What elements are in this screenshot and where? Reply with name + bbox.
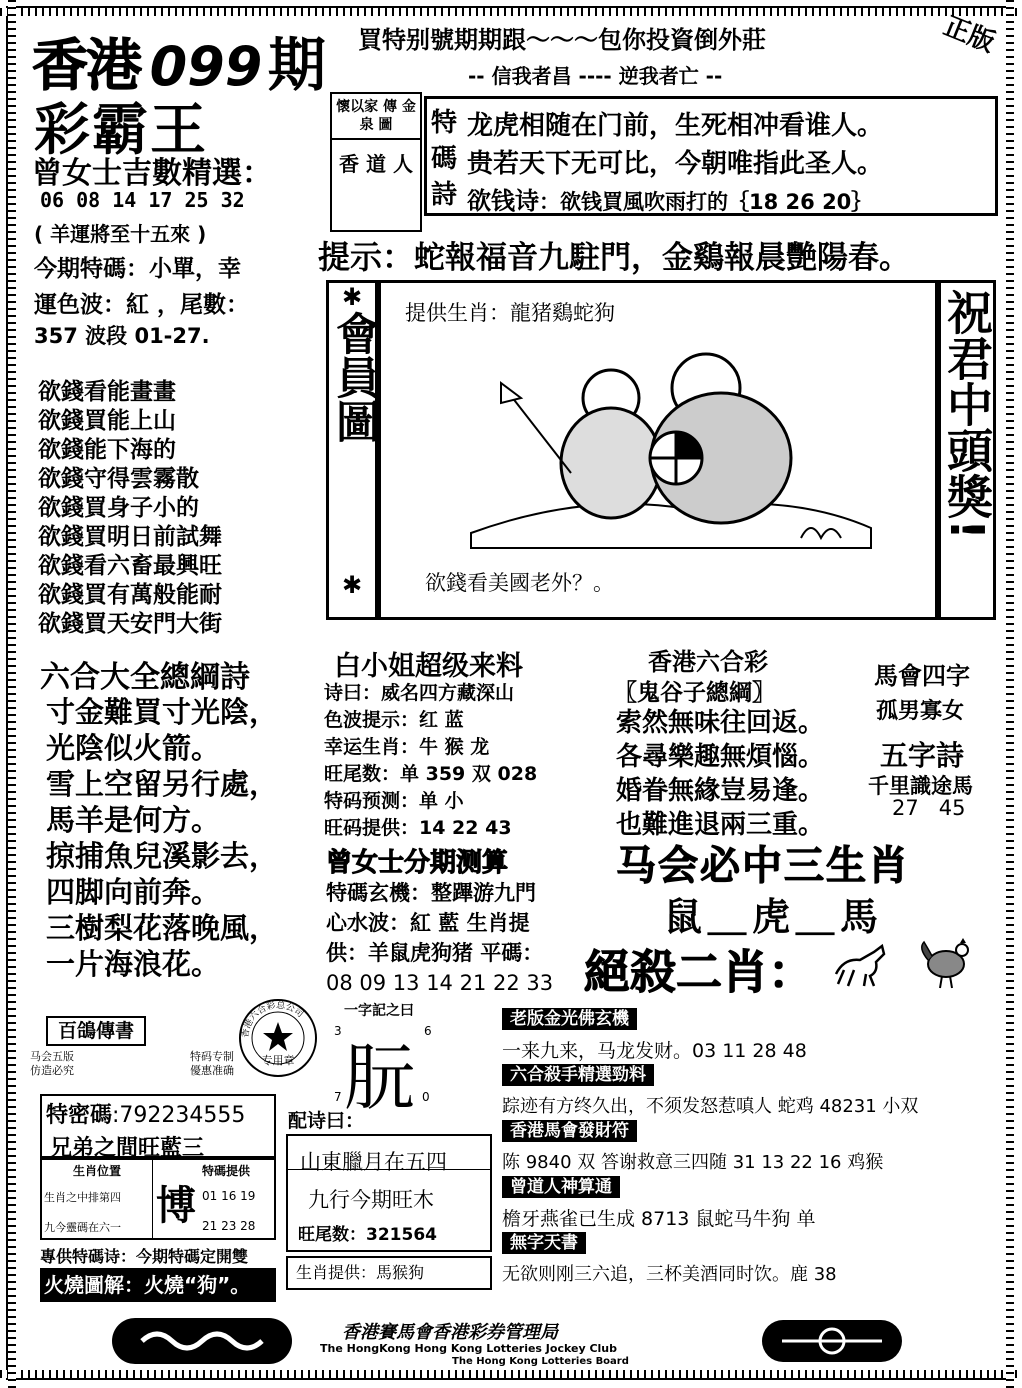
- right-list-text: 一来九来，马龙发财。03 11 28 48: [502, 1040, 807, 1062]
- stamp-note-left: [30, 1050, 74, 1078]
- poem-line1: 龙虎相随在门前，生死相冲看谁人。: [467, 111, 884, 141]
- want-money-item: 欲錢買身子小的: [38, 495, 199, 521]
- big-poem-line: 雪上空留另行處，: [46, 767, 279, 801]
- footer-logo-right: [762, 1320, 902, 1362]
- good-luck-box: [938, 280, 996, 620]
- special-poem-line: 專供特碼诗：今期特碼定開雙: [40, 1247, 249, 1266]
- badge-top: 懷以家 傳 金 泉 圖: [332, 94, 420, 140]
- right-list-item: [502, 1232, 1002, 1288]
- horse-four-text: 孤男寡女: [876, 699, 965, 724]
- right-list-item: [502, 1176, 1002, 1232]
- rooster-icon: [916, 934, 976, 990]
- poem-label: [431, 105, 461, 213]
- horse-four-title: 馬會四字: [874, 662, 970, 690]
- position-col: [42, 1160, 153, 1238]
- right-list-bar: 曾道人神算通: [502, 1176, 620, 1198]
- one-word-title: 一字記之曰: [344, 1003, 414, 1019]
- poem-line3: [467, 181, 872, 216]
- bo-char: 博: [156, 1183, 196, 1229]
- want-money-item: 欲錢買天安門大街: [38, 611, 222, 637]
- good-luck-title: 祝君中頭獎!: [940, 289, 994, 540]
- want-money-item: 欲錢買能上山: [38, 408, 176, 434]
- five-char-nums: 27 45: [892, 796, 966, 820]
- poem-line3-text: ：欲钱買風吹雨打的｛18 26 20｝: [539, 190, 873, 214]
- lucky-note: ( 羊運將至十五來 ): [34, 222, 207, 246]
- lucky-line2: 運色波：紅 ，尾數：: [34, 292, 250, 318]
- zodiac-provide-box: [286, 1256, 492, 1290]
- bottom-border-pattern: [0, 1370, 1022, 1378]
- lotteries-board-logo-icon: [762, 1320, 902, 1362]
- stamp-note-left-2: 仿造必究: [30, 1064, 74, 1077]
- one-word-char: 朊: [344, 1036, 417, 1120]
- provide-col: [202, 1160, 274, 1233]
- big-poem-line: 三樹梨花落晚風，: [46, 911, 279, 945]
- guiguzi-lines: [616, 706, 824, 842]
- right-list-bar: 六合殺手精選勁料: [502, 1064, 654, 1086]
- position-line1: 生肖之中排第四: [44, 1191, 121, 1204]
- poem-label-3: 詩: [431, 180, 458, 210]
- guiguzi-line: 也難進退兩三重。: [616, 810, 825, 840]
- white-lady-row: 幸运生肖：牛 猴 龙: [324, 736, 490, 758]
- pei-line1: 山東臘月在五四: [288, 1136, 490, 1170]
- big-poem-line: 四脚向前奔。: [46, 875, 221, 909]
- zeng-calc-line: 08 09 13 14 21 22 33: [326, 971, 554, 995]
- zeng-calc-title: 曾女士分期测算: [326, 848, 509, 878]
- zhengban-badge: 正版: [939, 11, 999, 59]
- zeng-calc-line: 特碼玄機：整蹕游九門: [326, 881, 536, 905]
- want-money-item: 欲錢看能畫畫: [38, 379, 176, 405]
- right-list-bar: 香港馬會發財符: [502, 1120, 637, 1142]
- right-list-text: 檐牙燕雀已生成 8713 鼠蛇马牛狗 单: [502, 1208, 816, 1230]
- lucky-line3: 357 波段 01-27.: [34, 324, 210, 348]
- right-list-bar: 老版金光佛玄機: [502, 1008, 637, 1030]
- white-lady-row: 诗曰：威名四方藏深山: [324, 682, 515, 704]
- picture-provide: 提供生肖：龍猪鷄蛇狗: [405, 301, 615, 325]
- poem-line2: 贵若天下无可比，今朝唯指此圣人。: [467, 149, 884, 179]
- picture-caption: 欲錢看美國老外？。: [425, 571, 614, 595]
- right-list-item: [502, 1120, 1002, 1176]
- big-poem-line: 馬羊是何方。: [46, 803, 221, 837]
- hint-label: 提示：: [318, 238, 415, 276]
- member-picture-label-box: ✱ 會員圖 ✱: [326, 280, 378, 620]
- poem-label-1: 特: [431, 108, 458, 138]
- top-border-pattern: [0, 8, 1022, 16]
- provide-line2: 21 23 28: [202, 1219, 256, 1233]
- white-lady-row: 旺码提供：14 22 43: [324, 817, 512, 839]
- footer-logo-left: [112, 1318, 292, 1364]
- masthead: [32, 18, 332, 99]
- stamp-note-right-2: 優惠准确: [190, 1064, 234, 1077]
- pei-poem-box: [286, 1134, 492, 1252]
- poem-line3-label: 欲钱诗: [467, 187, 539, 215]
- white-lady-row: 旺尾数：单 359 双 028: [324, 763, 538, 785]
- issue-suffix: 期: [267, 31, 326, 99]
- three-zodiac-title: 马会必中三生肖: [616, 843, 910, 889]
- subtitle: 彩霸王: [34, 98, 208, 163]
- hint-text: 蛇報福音九駐門，金鷄報晨艷陽春。: [414, 240, 911, 276]
- horse-icon: [830, 940, 894, 988]
- footer-cn: 香港賽馬會香港彩券管理局: [342, 1322, 558, 1343]
- big-poem-line: 寸金難買寸光陰，: [46, 695, 279, 729]
- fire-text: 火燒圖解：火燒“狗”。: [44, 1273, 251, 1297]
- lucky-line1: 今期特碼：小單，幸: [34, 256, 241, 282]
- right-list-text: 陈 9840 双 答谢救意三四随 31 13 22 16 鸡猴: [502, 1152, 884, 1173]
- kill-two-title: 絕殺二肖：: [584, 945, 814, 999]
- right-list: [502, 1008, 1002, 1288]
- want-money-item: 欲錢看六畜最興旺: [38, 553, 222, 579]
- member-picture-title: 會員圖: [328, 311, 379, 443]
- position-box: [40, 1158, 276, 1240]
- big-poem-line: 一片海浪花。: [46, 947, 221, 981]
- stamp-note-right-1: 特码专制: [190, 1050, 234, 1063]
- one-word-n3: 3: [334, 1024, 342, 1038]
- issue-number: 099: [149, 35, 263, 98]
- badge-block: [330, 92, 422, 232]
- white-lady-title: 白小姐超级来料: [334, 651, 523, 682]
- guiguzi-brand: 香港六合彩: [648, 648, 768, 676]
- pei-line2: 九行今期旺木: [308, 1188, 434, 1212]
- guiguzi-line: 索然無味往回返。: [616, 708, 825, 738]
- lucky-heading: 曾女士吉數精選：: [32, 156, 272, 191]
- position-line2: 九今靈碼在六一: [44, 1221, 121, 1234]
- zeng-calc-lines: [326, 878, 553, 998]
- poem-label-2: 碼: [431, 144, 458, 174]
- left-border-pattern: [8, 0, 16, 1388]
- want-money-item: 欲錢買明日前試舞: [38, 524, 222, 550]
- one-word-n0: 0: [422, 1090, 430, 1104]
- seal-ring-text: 香港六合彩总公司: [240, 1000, 305, 1039]
- horse-club-logo-icon: [112, 1318, 292, 1364]
- monkeys-illustration: [461, 343, 881, 563]
- provide-title: 特碼提供: [202, 1164, 251, 1178]
- white-lady-row: 特码预测：单 小: [324, 790, 464, 812]
- zeng-calc-line: 供：羊鼠虎狗猪 平碼：: [326, 941, 544, 965]
- three-zodiac-text: 鼠＿虎＿馬: [664, 894, 885, 939]
- zodiac-provide-text: 生肖提供：馬猴狗: [296, 1263, 425, 1282]
- right-list-item: [502, 1008, 1002, 1064]
- five-char-title: 五字詩: [880, 739, 965, 772]
- badge-bottom: 香 道 人: [339, 152, 413, 176]
- secret-label: 特密碼: [46, 1103, 113, 1128]
- right-list-text: 踪迹有方终久出，不须发怒惹嗔人 蛇鸡 48231 小双: [502, 1096, 919, 1117]
- pigeon-text: 百鴿傳書: [57, 1020, 134, 1042]
- want-money-list: [38, 378, 222, 639]
- footer-en1: The HongKong Hong Kong Lotteries Jockey Club: [320, 1342, 618, 1355]
- want-money-item: 欲錢買有萬般能耐: [38, 582, 222, 608]
- one-word-n7: 7: [334, 1090, 342, 1104]
- special-poem-box: [424, 96, 998, 216]
- official-seal: [236, 996, 320, 1080]
- one-word-n6: 6: [424, 1024, 432, 1038]
- pei-tail: 旺尾数：321564: [298, 1225, 437, 1245]
- right-border-pattern: [1006, 0, 1014, 1388]
- guiguzi-line: 婚眷無緣豈易逢。: [616, 776, 825, 806]
- white-lady-rows: [324, 680, 537, 842]
- stamp-note-left-1: 马会五版: [30, 1050, 74, 1063]
- big-poem-lines: [46, 694, 278, 982]
- slogan-top: 買特别號期期跟～～～包你投資倒外莊: [358, 26, 766, 54]
- right-list-item: [502, 1064, 1002, 1120]
- pigeon-box: [46, 1016, 146, 1046]
- five-char-text: 千里識途馬: [868, 774, 973, 798]
- title-hk: 香港: [32, 34, 140, 99]
- big-poem-line: 光陰似火箭。: [46, 731, 221, 765]
- position-title: 生肖位置: [72, 1164, 121, 1178]
- want-money-item: 欲錢能下海的: [38, 437, 176, 463]
- want-money-item: 欲錢守得雲霧散: [38, 466, 199, 492]
- picture-area: [378, 280, 938, 620]
- guiguzi-line: 各尋樂趣無煩惱。: [616, 742, 825, 772]
- hint-line: [318, 232, 910, 278]
- big-poem-title: 六合大全總綱詩: [40, 660, 250, 695]
- secret-code-box: [40, 1094, 276, 1161]
- seal-center-text: 专用章: [261, 1054, 295, 1067]
- lucky-numbers: 06 08 14 17 25 32: [40, 188, 245, 212]
- guiguzi-title: 〖鬼谷子總綱〗: [614, 680, 775, 706]
- brothers-line: 兄弟之間旺藍三: [50, 1136, 205, 1161]
- fire-box: [40, 1268, 276, 1302]
- footer-en2: The Hong Kong Lotteries Board: [452, 1356, 629, 1367]
- provide-line1: 01 16 19: [202, 1189, 256, 1203]
- pei-label: 配诗曰：: [288, 1110, 365, 1132]
- white-lady-row: 色波提示：红 蓝: [324, 709, 464, 731]
- believe-line: -- 信我者昌 ---- 逆我者亡 --: [468, 64, 723, 88]
- zeng-calc-line: 心水波：紅 藍 生肖提: [326, 911, 530, 935]
- right-list-text: 无欲则刚三六追，三杯美酒同时饮。鹿 38: [502, 1264, 837, 1285]
- right-list-bar: 無字天書: [502, 1232, 586, 1254]
- big-poem-line: 掠捕魚兒溪影去，: [46, 839, 279, 873]
- stamp-note-right: [190, 1050, 234, 1078]
- secret-code: :792234555: [112, 1103, 246, 1128]
